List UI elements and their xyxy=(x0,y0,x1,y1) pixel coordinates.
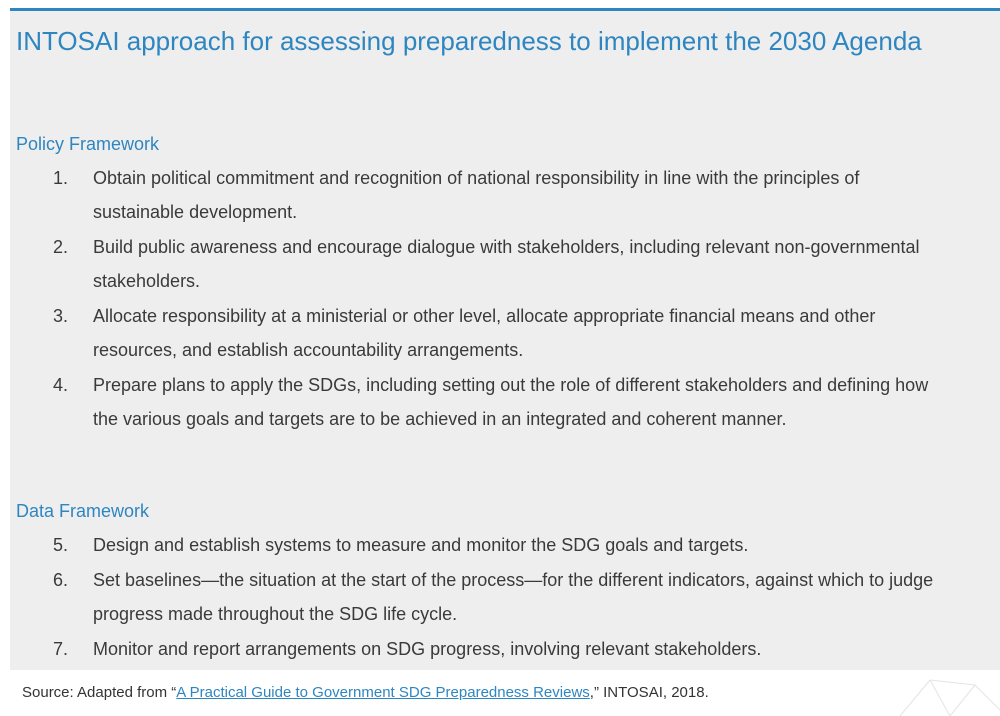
item-text: Set baselines—the situation at the start of the process—for the different indicators, against which to judge progress made throughout the SDG life cycle. xyxy=(93,570,934,624)
box-title: INTOSAI approach for assessing preparedness to implement the 2030 Agenda xyxy=(16,26,922,56)
item-text: Monitor and report arrangements on SDG progress, involving relevant stakeholders. xyxy=(93,639,762,659)
item-number: 1. xyxy=(53,168,69,188)
list-item xyxy=(53,230,953,298)
item-number: 4. xyxy=(53,375,69,395)
list-item xyxy=(53,368,953,436)
section-heading-data-framework: Data Framework xyxy=(16,501,150,521)
source-open-quote: “ xyxy=(171,684,177,701)
list-item xyxy=(53,528,953,562)
item-text: Prepare plans to apply the SDGs, including setting out the role of different stakeholders and defining how the various goals and targets are to be achieved in an integrated and coherent manner. xyxy=(93,375,929,429)
policy-framework-list xyxy=(53,161,953,437)
list-item xyxy=(53,632,953,666)
data-framework-list xyxy=(53,528,953,667)
item-number: 7. xyxy=(53,639,69,659)
source-link[interactable]: A Practical Guide to Government SDG Preparedness Reviews xyxy=(176,684,590,701)
source-prefix: Source: Adapted from xyxy=(22,684,172,701)
section-heading-policy-framework: Policy Framework xyxy=(16,134,160,154)
corner-decoration xyxy=(890,670,1000,716)
item-number: 6. xyxy=(53,570,69,590)
list-item xyxy=(53,299,953,367)
list-item xyxy=(53,161,953,229)
list-item xyxy=(53,563,953,631)
source-note xyxy=(22,683,709,703)
item-text: Design and establish systems to measure and monitor the SDG goals and targets. xyxy=(93,535,749,555)
item-number: 5. xyxy=(53,535,69,555)
item-number: 3. xyxy=(53,306,69,326)
item-text: Obtain political commitment and recognition of national responsibility in line with the principles of sustainable development. xyxy=(93,168,860,222)
item-text: Allocate responsibility at a ministerial or other level, allocate appropriate financial means and other resources, and establish accountability arrangements. xyxy=(93,306,876,360)
item-text: Build public awareness and encourage dialogue with stakeholders, including relevant non-governmental stakeholders. xyxy=(93,237,920,291)
source-suffix: ,” INTOSAI, 2018. xyxy=(589,684,709,701)
item-number: 2. xyxy=(53,237,69,257)
